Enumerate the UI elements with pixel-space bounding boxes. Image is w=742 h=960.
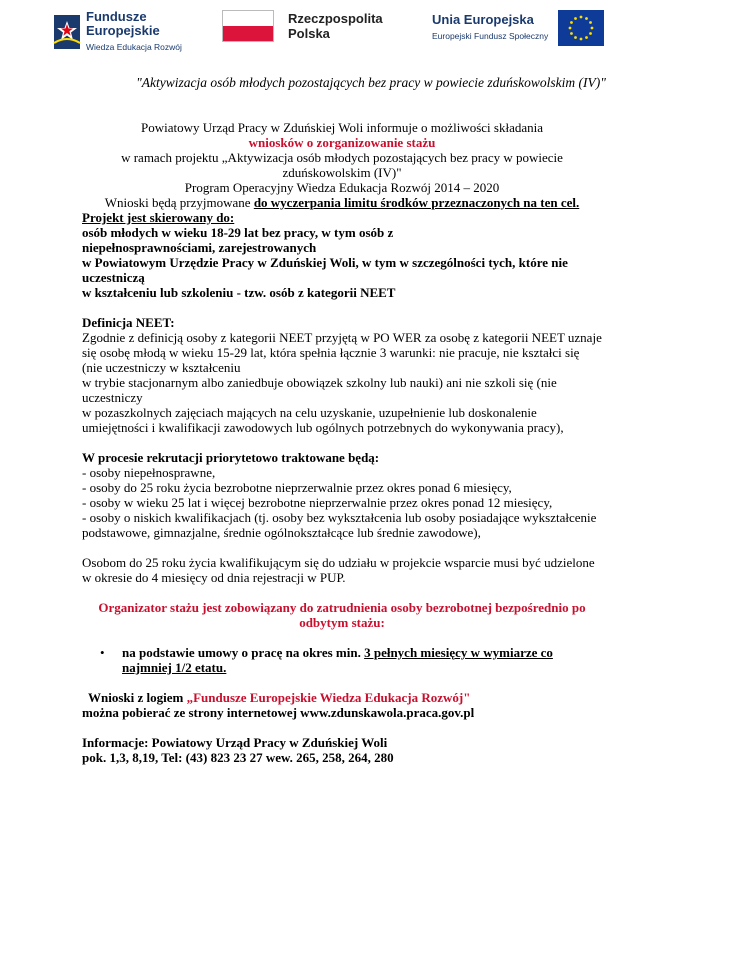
employment-bullet (100, 645, 602, 675)
eu-star (570, 32, 573, 35)
rp-logo-line1: Rzeczpospolita (288, 11, 383, 26)
header-logos (0, 10, 742, 66)
eu-star (574, 17, 577, 20)
fe-logo-line3: Wiedza Edukacja Rozwój (86, 42, 182, 52)
eu-star (585, 17, 588, 20)
bullet-underlined: 3 pełnych miesięcy w wymiarze co najmniej 1/2 etatu. (122, 645, 553, 675)
organizer-text: Organizator stażu jest zobowiązany do zatrudnienia osoby bezrobotnej bezpośrednio po odbytym stażu: (98, 600, 586, 630)
intro-line4: Program Operacyjny Wiedza Edukacja Rozwój 2014 – 2020 (184, 180, 500, 195)
eu-star (585, 36, 588, 39)
neet-heading: Definicja NEET: (82, 315, 175, 330)
target-line: osób młodych w wieku 18-29 lat bez pracy, w tym osób z (82, 225, 394, 240)
download-prefix: Wnioski z logiem (88, 690, 184, 705)
eu-star (589, 32, 592, 35)
priority-item: - osoby do 25 roku życia bezrobotne nieprzerwalnie przez okres ponad 6 miesięcy, (82, 480, 512, 495)
target-line: niepełnosprawnościami, zarejestrowanych (82, 240, 317, 255)
eu-star (589, 21, 592, 24)
bullet-prefix: na podstawie umowy o pracę na okres min. (122, 645, 361, 660)
neet-line: Zgodnie z definicją osoby z kategorii NEET przyjętą w PO WER za osobę z kategorii NEET uznaje się osobę młodą w wieku 15-29 lat, która spełnia łącznie 3 warunki: nie pracuje, nie kształci się (nie uczestniczy w kształceniu (82, 330, 602, 375)
fe-logo-line1: Fundusze (86, 9, 147, 24)
neet-line: w pozaszkolnych zajęciach mających na celu uzyskanie, uzupełnienie lub doskonalenie umiejętności i kwalifikacji zawodowych lub ogólnych potrzebnych do wykonywania pracy), (82, 405, 564, 435)
intro-block (82, 120, 602, 210)
target-heading: Projekt jest skierowany do: (82, 210, 235, 225)
project-subtitle: "Aktywizacja osób młodych pozostających bez pracy w powiecie zduńskowolskim (IV)" (136, 75, 606, 90)
eu-star (569, 27, 572, 30)
priority-item: - osoby o niskich kwalifikacjach (tj. osoby bez wykształcenia lub osoby posiadające wykształcenie podstawowe, gimnazjalne, średnie ogólnokształcące lub średnie zawodowe), (82, 510, 597, 540)
fundusze-europejskie-star-icon (52, 13, 82, 51)
fe-logo-line2: Europejskie (86, 23, 160, 38)
rzeczpospolita-polska-logo (222, 10, 383, 42)
ue-logo-line1: Unia Europejska (432, 12, 534, 27)
announcement-body (82, 120, 602, 765)
deadline-bold: do wyczerpania limitu środków przeznaczonych na ten cel. (253, 195, 580, 210)
fundusze-europejskie-logo (52, 10, 182, 54)
contact-line2: pok. 1,3, 8,19, Tel: (43) 823 23 27 wew. 265, 258, 264, 280 (82, 750, 394, 765)
download-line2: można pobierać ze strony internetowej www.zdunskawola.praca.gov.pl (82, 705, 475, 720)
download-logo-name: „Fundusze Europejskie Wiedza Edukacja Rozwój" (186, 690, 471, 705)
neet-line: w trybie stacjonarnym albo zaniedbuje obowiązek szkolny lub nauki) ani nie szkoli się (nie uczestniczy (82, 375, 557, 405)
priority-item: - osoby w wieku 25 lat i więcej bezrobotne nieprzerwalnie przez okres ponad 12 miesięcy, (82, 495, 553, 510)
bullet-symbol: • (100, 645, 105, 660)
intro-line3: w ramach projektu „Aktywizacja osób młodych pozostających bez pracy w powiecie zduńskowolskim (IV)" (121, 150, 563, 180)
intro-line2: wniosków o zorganizowanie stażu (248, 135, 436, 150)
priority-item: - osoby niepełnosprawne, (82, 465, 216, 480)
deadline-prefix: Wnioski będą przyjmowane (104, 195, 251, 210)
contact-line1: Informacje: Powiatowy Urząd Pracy w Zduńskiej Woli (82, 735, 388, 750)
deadline-line (82, 195, 602, 210)
polish-flag-icon (222, 10, 274, 42)
eu-star (580, 16, 583, 19)
rp-logo-line2: Polska (288, 26, 330, 41)
bullet-text (122, 645, 602, 675)
eu-star (580, 38, 583, 41)
eu-star (591, 27, 594, 30)
eu-star (570, 21, 573, 24)
download-line1 (88, 690, 602, 705)
target-line: w Powiatowym Urzędzie Pracy w Zduńskiej Woli, w tym w szczególności tych, które nie uczestniczą (82, 255, 568, 285)
ue-logo-line2: Europejski Fundusz Społeczny (432, 31, 549, 41)
target-line: w kształceniu lub szkoleniu - tzw. osób z kategorii NEET (82, 285, 396, 300)
eu-flag-icon (558, 10, 604, 46)
priority-heading: W procesie rekrutacji priorytetowo traktowane będą: (82, 450, 380, 465)
support-text: Osobom do 25 roku życia kwalifikującym się do udziału w projekcie wsparcie musi być udzielone w okresie do 4 miesięcy od dnia rejestracji w PUP. (82, 555, 595, 585)
intro-line1: Powiatowy Urząd Pracy w Zduńskiej Woli informuje o możliwości składania (141, 120, 543, 135)
eu-star (574, 36, 577, 39)
unia-europejska-logo (432, 10, 604, 46)
